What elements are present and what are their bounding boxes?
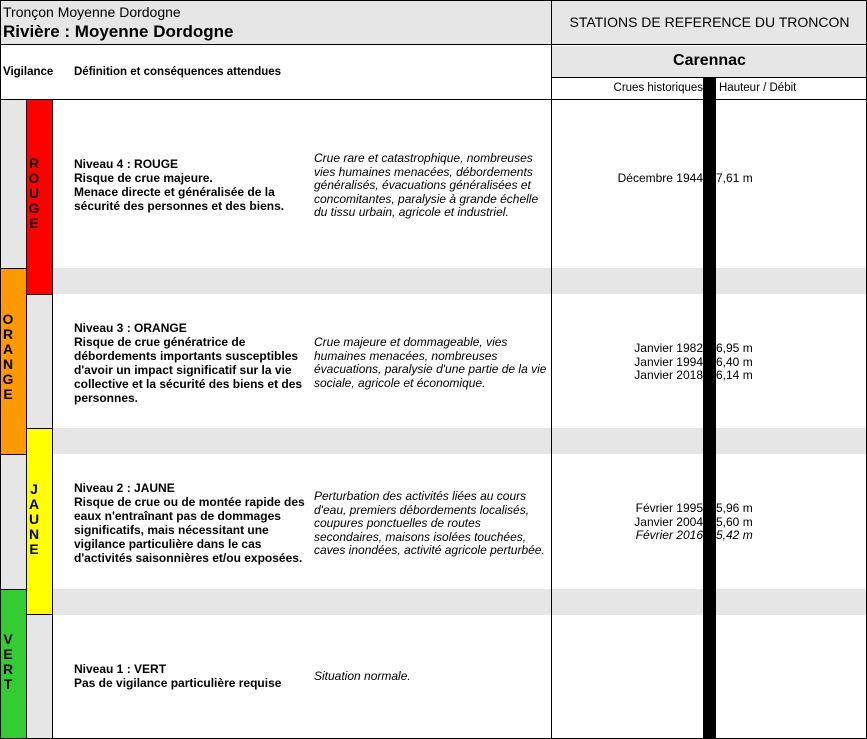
level-3-crue-dates [560, 342, 703, 383]
rule-inner [26, 294, 52, 295]
crue-value: 7,61 m [716, 171, 753, 185]
level-3-consequences: Crue majeure et dommageable, vies humaines menacées, nombreuses évacuations, paralysie d'une partie de la vie sociale, agricole et économique. [314, 335, 547, 390]
rule-inner [26, 614, 52, 615]
rule-center [551, 0, 552, 739]
crue-value: 5,60 m [716, 514, 753, 529]
rule-inner-col [26, 100, 27, 739]
crue-value: 6,40 m [716, 354, 753, 369]
rule-inner [26, 428, 52, 429]
separator-row [52, 589, 867, 615]
level-4-crue-values [716, 172, 796, 186]
level-4-definition-text: Risque de crue majeure. Menace directe et généralisée de la sécurité des personnes et des biens. [74, 171, 285, 213]
stations-title: STATIONS DE REFERENCE DU TRONCON [569, 14, 850, 30]
jaune-vertical-label: J A U N E [28, 481, 40, 557]
rule-outer [0, 454, 26, 455]
outer-grey-rouge [0, 100, 26, 268]
level-2-definition-text: Risque de crue ou de montée rapide des eaux n'entraînant pas de dommages significatifs, mais nécessitant une vigilance particulière dans le cas d'activités saisonnières et/ou exposées. [74, 495, 305, 565]
station-name: Carennac [673, 52, 746, 69]
level-1-definition: Niveau 1 : VERT Pas de vigilance particulière requise [74, 662, 282, 690]
crue-value: 5,96 m [716, 501, 753, 515]
level-2-consequences: Perturbation des activités liées au cours d'eau, premiers débordements localisés, coupures ponctuelles de routes secondaires, maisons isolées touchées, caves inondées, activité agricole perturbée. [314, 489, 545, 557]
separator-row [52, 428, 867, 454]
outer-grey-jaune [0, 454, 26, 589]
crue-date: Décembre 1944 [617, 171, 703, 185]
rouge-vertical-label: R O U G E [28, 155, 40, 231]
section-supertitle: Tronçon Moyenne Dordogne [3, 4, 181, 20]
crue-value: 6,95 m [716, 341, 753, 355]
border-left [0, 0, 1, 739]
level-2-definition: Niveau 2 : JAUNE Risque de crue ou de montée rapide des eaux n'entraînant pas de dommages significatifs, mais nécessitant une vigilance particulière dans le cas d'activités saisonnières et/ou exposées. [74, 481, 305, 565]
definition-column-header: Définition et conséquences attendues [74, 66, 282, 78]
level-2-crue-dates [560, 502, 703, 543]
level-2-crue-values [716, 502, 796, 543]
crue-date: Janvier 2018 [634, 368, 703, 382]
vigilance-column-header: Vigilance [3, 66, 54, 78]
crues-column-header: Crues historiques [613, 82, 703, 94]
level-1-consequences: Situation normale. [314, 669, 411, 683]
level-1-definition-text: Pas de vigilance particulière requise [74, 676, 282, 690]
crue-value: 6,14 m [716, 368, 753, 382]
level-4-crue-dates [560, 172, 703, 186]
hauteur-column-header: Hauteur / Débit [719, 82, 797, 94]
crue-date: Février 2016 [635, 528, 703, 542]
rule-outer [0, 589, 26, 590]
level-4-definition: Niveau 4 : ROUGE Risque de crue majeure. Menace directe et généralisée de la sécurité des personnes et des biens. [74, 157, 285, 213]
crue-date: Février 1995 [635, 501, 703, 515]
vert-vertical-label: V E R T [2, 631, 14, 692]
rule-station [552, 77, 867, 78]
page-title: Rivière : Moyenne Dordogne [3, 22, 234, 41]
level-3-definition: Niveau 3 : ORANGE Risque de crue génératrice de débordements importants susceptibles d'avoir un impact significatif sur la vie collective et la sécurité des biens et des personnes. [74, 321, 303, 405]
inner-grey-orange [26, 294, 52, 428]
level-3-definition-text: Risque de crue génératrice de débordements importants susceptibles d'avoir un impact significatif sur la vie collective et la sécurité des biens et des personnes. [74, 335, 303, 405]
border-top [0, 0, 867, 1]
crue-value: 5,42 m [716, 528, 753, 542]
separator-bar [703, 77, 716, 739]
rule-header [0, 44, 867, 45]
crue-date: Janvier 2004 [634, 514, 703, 529]
crue-date: Janvier 1994 [634, 354, 703, 369]
separator-row [52, 268, 867, 294]
orange-vertical-label: O R A N G E [2, 311, 14, 402]
crue-date: Janvier 1982 [634, 341, 703, 355]
rule-columns [0, 99, 867, 100]
rule-outer [0, 268, 26, 269]
rule-color-col [52, 100, 53, 739]
level-4-consequences: Crue rare et catastrophique, nombreuses vies humaines menacées, débordements généralisés, évacuations généralisées et concomitantes, paralysie à grande échelle du tissu urbain, agricole et industriel. [314, 151, 539, 219]
inner-grey-vert [26, 614, 52, 739]
level-3-crue-values [716, 342, 796, 383]
